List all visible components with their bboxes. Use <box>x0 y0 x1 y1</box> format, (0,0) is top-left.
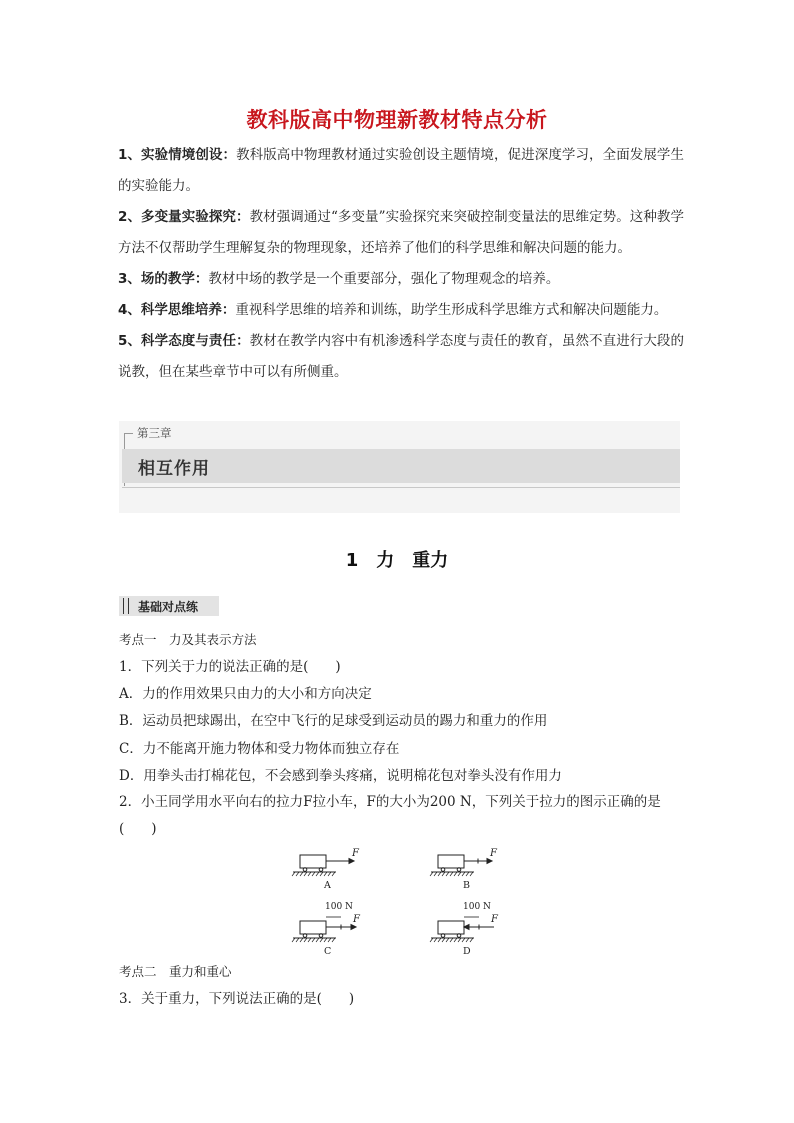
section-title: 1 力 重力 <box>345 550 449 571</box>
option-label-b: B <box>463 880 470 891</box>
cart-d-diagram <box>430 917 494 942</box>
force-label-a: F <box>352 848 359 859</box>
cart-c-body <box>300 921 326 934</box>
question-2-stem: 2．小王同学用水平向右的拉力F拉小车，F的大小为200 N，下列关于拉力的图示正确的是( ) <box>119 794 661 837</box>
option-label-c: C <box>324 946 332 957</box>
intro-item-1: 1、实验情境创设：教科版高中物理教材通过实验创设主题情境，促进深度学习，全面发展学生的实验能力。 <box>118 147 684 194</box>
force-label-c: F <box>353 914 360 925</box>
knowledge-point-2: 考点二 重力和重心 <box>119 964 232 979</box>
chapter-label: 第三章 <box>137 426 172 440</box>
question-2-figure <box>290 843 520 959</box>
force-label-d: F <box>491 914 498 925</box>
question-1-option-a: A．力的作用效果只由力的大小和方向决定 <box>119 686 372 702</box>
practice-tag <box>119 596 219 616</box>
practice-tag-label: 基础对点练 <box>138 600 199 614</box>
ground-hatch <box>292 872 335 876</box>
scale-label-d: 100 N <box>463 902 491 912</box>
arrowhead-a <box>349 859 354 864</box>
intro-item-4: 4、科学思维培养：重视科学思维的培养和训练，助学生形成科学思维方式和解决问题能力。 <box>118 302 668 318</box>
option-label-d: D <box>463 946 471 957</box>
question-1-option-c: C．力不能离开施力物体和受力物体而独立存在 <box>119 741 400 757</box>
document-title: 教科版高中物理新教材特点分析 <box>246 108 548 132</box>
option-label-a: A <box>324 880 331 891</box>
arrowhead-d <box>464 925 469 930</box>
chapter-divider <box>122 487 680 488</box>
cart-d-body <box>438 921 464 934</box>
intro-item-2: 2、多变量实验探究：教材强调通过“多变量”实验探究来突破控制变量法的思维定势。这种教学方法不仅帮助学生理解复杂的物理现象，还培养了他们的科学思维和解决问题的能力。 <box>118 209 684 256</box>
intro-item-5: 5、科学态度与责任：教材在教学内容中有机渗透科学态度与责任的教育，虽然不直进行大段的说教，但在某些章节中可以有所侧重。 <box>118 333 684 380</box>
ground-hatch <box>430 872 473 876</box>
cart-a-diagram <box>292 855 354 876</box>
ground-hatch <box>430 938 473 942</box>
tag-bar-icon <box>123 598 129 614</box>
cart-b-body <box>438 855 464 868</box>
question-1-option-d: D．用拳头击打棉花包，不会感到拳头疼痛，说明棉花包对拳头没有作用力 <box>119 768 562 784</box>
cart-a-body <box>300 855 326 868</box>
question-3-stem: 3．关于重力，下列说法正确的是( ) <box>119 991 355 1007</box>
knowledge-point-1: 考点一 力及其表示方法 <box>119 632 257 647</box>
intro-item-3: 3、场的教学：教材中场的教学是一个重要部分，强化了物理观念的培养。 <box>118 271 560 287</box>
question-1-option-b: B．运动员把球踢出，在空中飞行的足球受到运动员的踢力和重力的作用 <box>119 713 548 729</box>
force-label-b: F <box>490 848 497 859</box>
scale-label-c: 100 N <box>325 902 353 912</box>
arrowhead-c <box>351 925 356 930</box>
ground-hatch <box>292 938 335 942</box>
question-1-stem: 1．下列关于力的说法正确的是( ) <box>119 659 341 675</box>
cart-b-diagram <box>430 855 492 876</box>
chapter-header <box>119 421 680 513</box>
arrowhead-b <box>487 859 492 864</box>
intro-list <box>118 140 684 388</box>
cart-c-diagram <box>292 917 356 942</box>
chapter-name: 相互作用 <box>138 459 210 479</box>
